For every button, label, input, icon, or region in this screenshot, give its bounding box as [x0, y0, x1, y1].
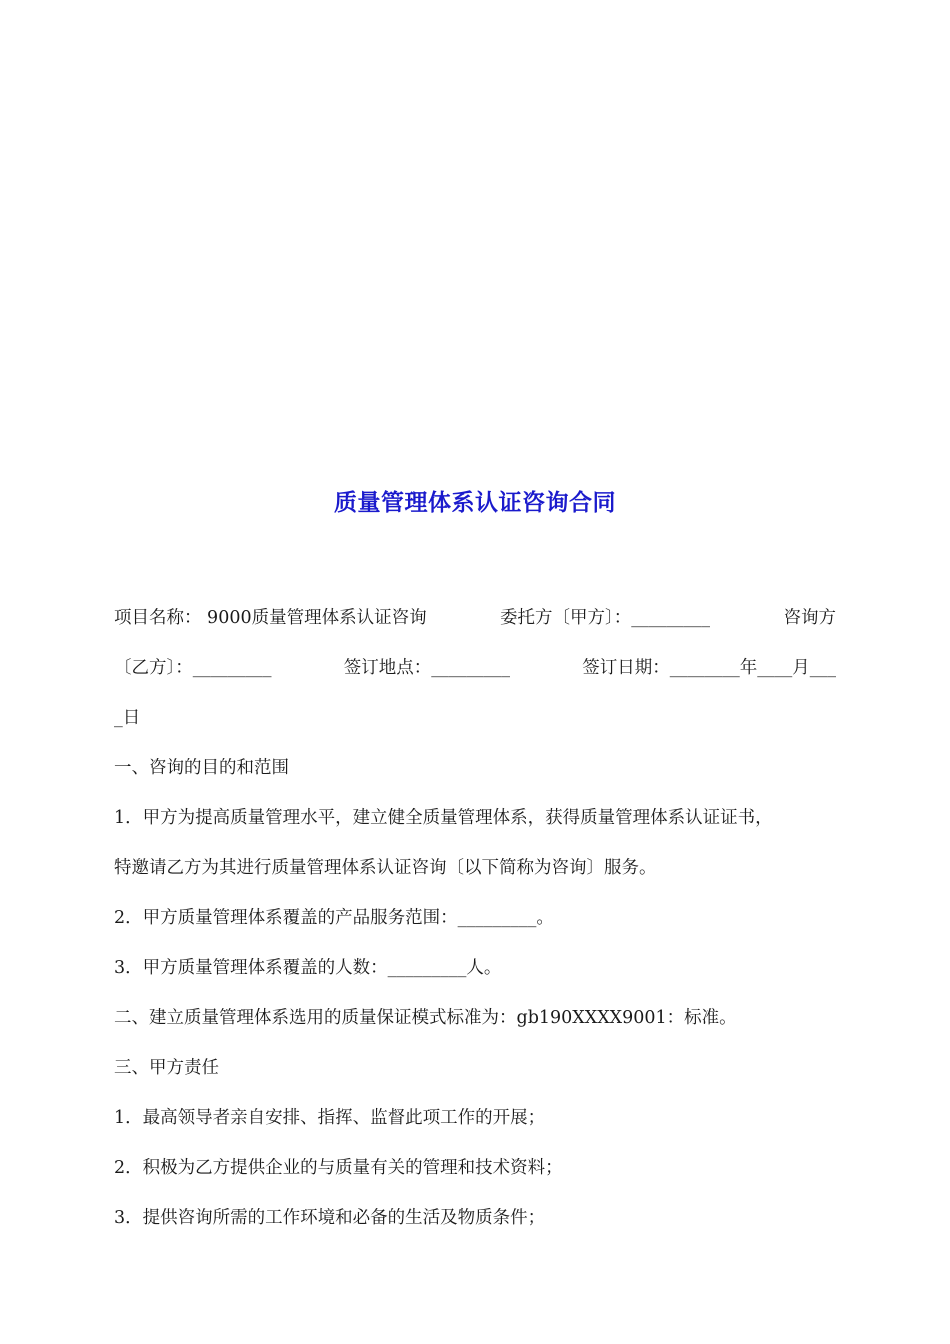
paragraph-line: 特邀请乙方为其进行质量管理体系认证咨询〔以下简称为咨询〕服务。: [114, 858, 657, 878]
paragraph-line: 3．提供咨询所需的工作环境和必备的生活及物质条件；: [114, 1208, 546, 1228]
signing-date-field: 签订日期：________年____月___: [582, 658, 836, 678]
client-field: 委托方〔甲方〕：_________: [500, 608, 711, 628]
paragraph-line: 2．积极为乙方提供企业的与质量有关的管理和技术资料；: [114, 1158, 563, 1178]
paragraph-line: 2．甲方质量管理体系覆盖的产品服务范围：_________。: [114, 908, 554, 928]
header-line-3: _日: [114, 708, 141, 728]
signing-place-field: 签订地点：_________: [343, 658, 510, 678]
paragraph-line: 1．甲方为提高质量管理水平，建立健全质量管理体系，获得质量管理体系认证证书，: [114, 808, 773, 828]
document-body: [114, 600, 836, 1250]
section-heading-2: 二、建立质量管理体系选用的质量保证模式标准为：gb190XXXX9001：标准。: [114, 1008, 737, 1028]
section-heading-1: 一、咨询的目的和范围: [114, 758, 289, 778]
header-line-2: [114, 650, 836, 700]
consultant-field-start: 咨询方: [783, 608, 836, 628]
section-heading-3: 三、甲方责任: [114, 1058, 219, 1078]
header-line-1: [114, 600, 836, 650]
paragraph-line: 3．甲方质量管理体系覆盖的人数：_________人。: [114, 958, 502, 978]
paragraph-line: 1．最高领导者亲自安排、指挥、监督此项工作的开展；: [114, 1108, 546, 1128]
consultant-field-end: 〔乙方〕：_________: [114, 658, 272, 678]
project-name-field: 项目名称： 9000质量管理体系认证咨询: [114, 608, 427, 628]
document-title: 质量管理体系认证咨询合同: [334, 490, 616, 516]
